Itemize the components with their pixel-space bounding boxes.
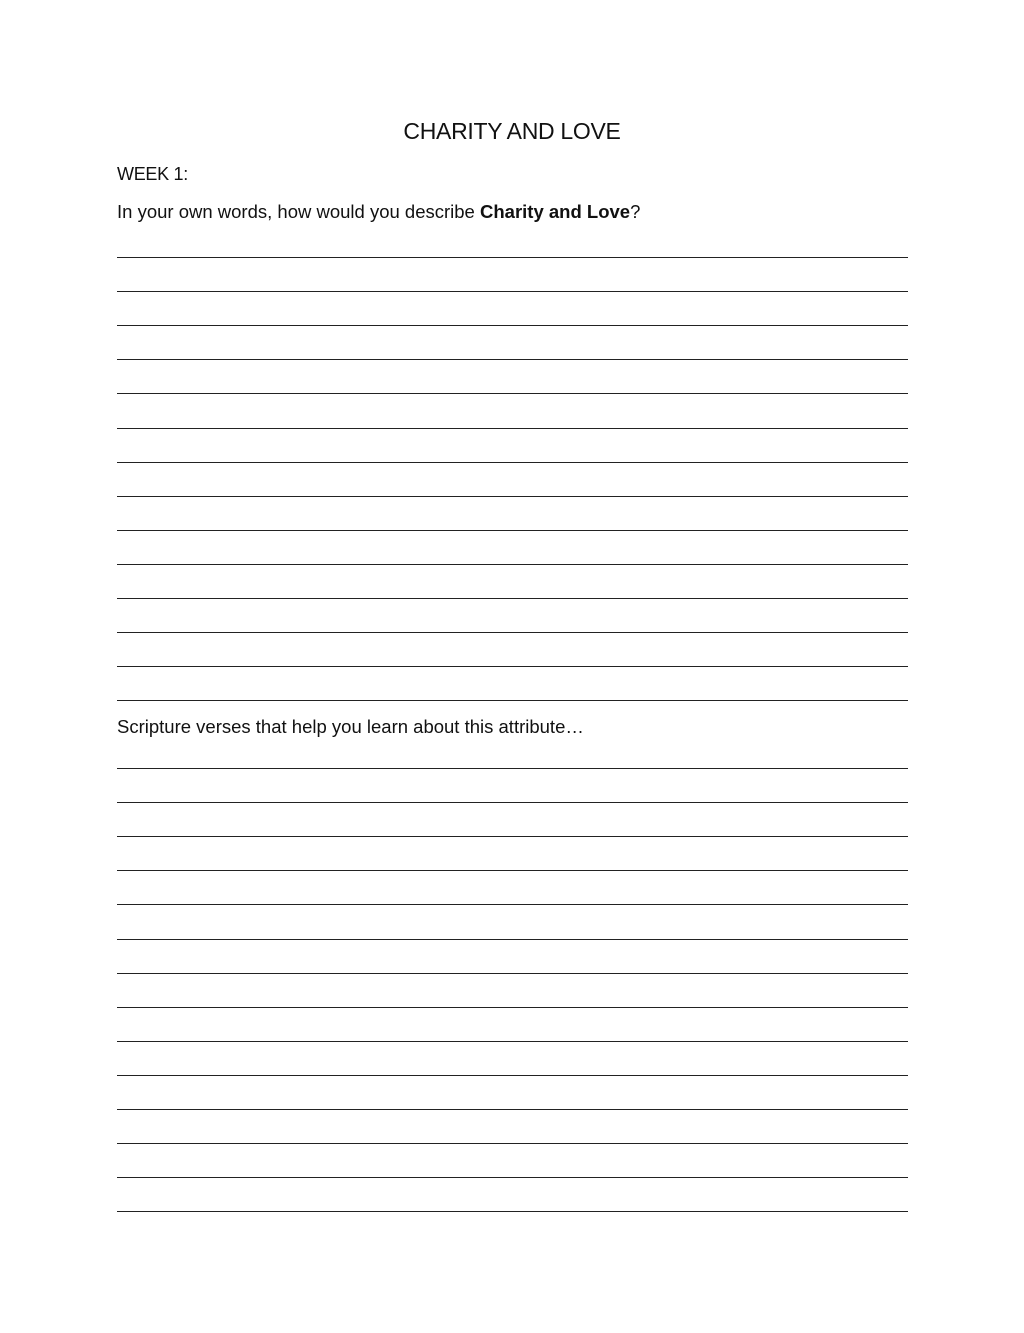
scripture-line[interactable] — [117, 870, 908, 871]
scripture-line[interactable] — [117, 1109, 908, 1110]
scripture-line[interactable] — [117, 973, 908, 974]
answer-line[interactable] — [117, 598, 908, 599]
answer-line[interactable] — [117, 666, 908, 667]
scripture-line[interactable] — [117, 1075, 908, 1076]
scripture-line[interactable] — [117, 768, 908, 769]
answer-line[interactable] — [117, 428, 908, 429]
scripture-line[interactable] — [117, 1007, 908, 1008]
scripture-line[interactable] — [117, 1211, 908, 1212]
scripture-line[interactable] — [117, 836, 908, 837]
answer-line[interactable] — [117, 496, 908, 497]
question-suffix: ? — [630, 201, 641, 222]
question-prompt — [117, 201, 640, 223]
answer-line[interactable] — [117, 700, 908, 701]
question-prefix: In your own words, how would you describe — [117, 201, 480, 222]
question-emphasis: Charity and Love — [480, 201, 631, 222]
answer-line[interactable] — [117, 462, 908, 463]
week-label: WEEK 1: — [117, 164, 188, 184]
scripture-prompt: Scripture verses that help you learn about this attribute… — [117, 716, 584, 737]
scripture-line[interactable] — [117, 904, 908, 905]
answer-line[interactable] — [117, 325, 908, 326]
answer-line[interactable] — [117, 632, 908, 633]
answer-line[interactable] — [117, 359, 908, 360]
answer-line[interactable] — [117, 291, 908, 292]
answer-line[interactable] — [117, 393, 908, 394]
answer-line[interactable] — [117, 564, 908, 565]
answer-line[interactable] — [117, 530, 908, 531]
answer-line[interactable] — [117, 257, 908, 258]
scripture-line[interactable] — [117, 939, 908, 940]
scripture-line[interactable] — [117, 1143, 908, 1144]
scripture-line[interactable] — [117, 1177, 908, 1178]
scripture-line[interactable] — [117, 802, 908, 803]
scripture-line[interactable] — [117, 1041, 908, 1042]
page-title: CHARITY AND LOVE — [403, 118, 621, 144]
